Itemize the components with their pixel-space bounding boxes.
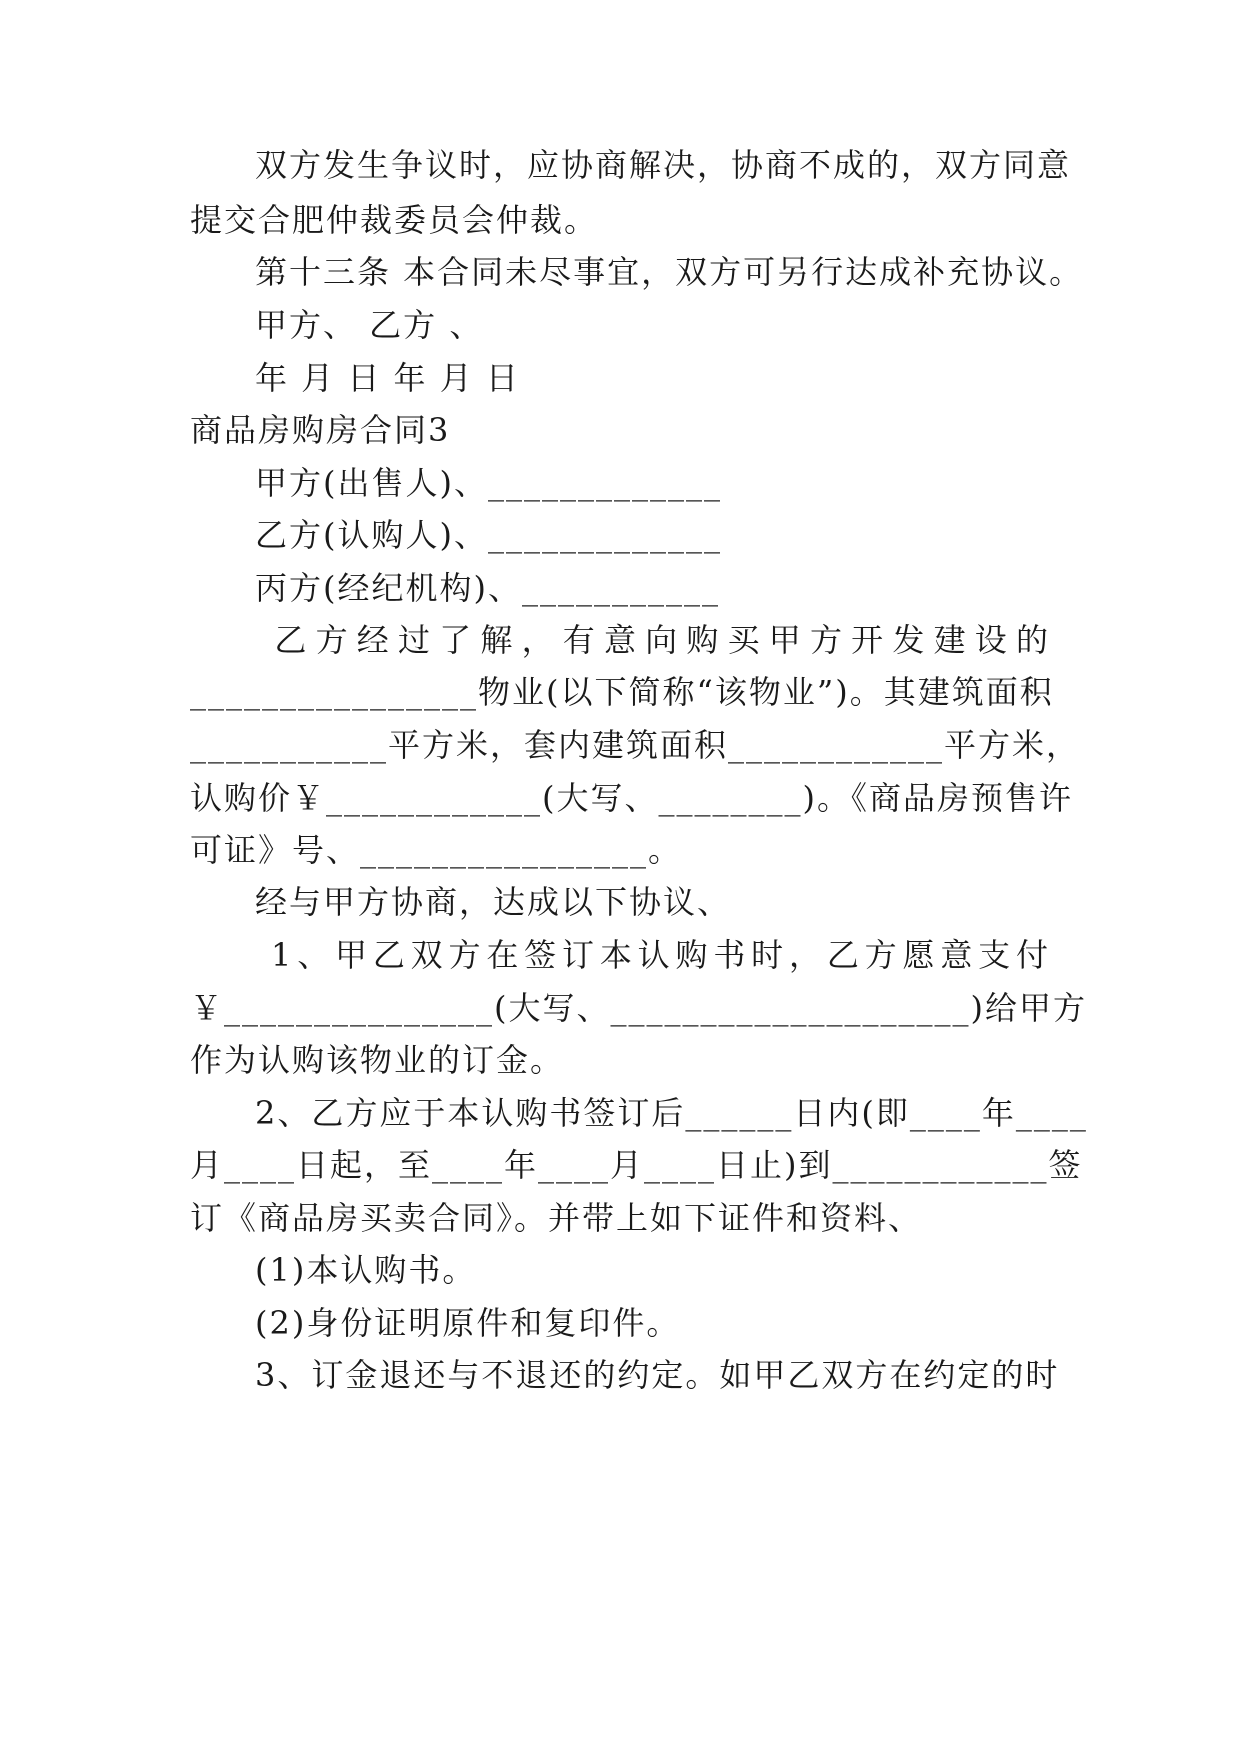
paragraph-line: ￥_______________(大写、____________________)给甲方 — [190, 989, 1087, 1027]
paragraph-line: 订《商品房买卖合同》。并带上如下证件和资料、 — [190, 1199, 923, 1237]
paragraph-line: ________________物业(以下简称“该物业”)。其建筑面积 — [190, 673, 1054, 711]
paragraph-line: 作为认购该物业的订金。 — [190, 1041, 565, 1079]
paragraph-line: 3、订金退还与不退还的约定。如甲乙双方在约定的时 — [255, 1356, 1060, 1394]
signature-line: 甲方、 乙方 、 — [255, 306, 484, 344]
date-line: 年 月 日 年 月 日 — [255, 359, 520, 397]
paragraph-line: 1、甲乙双方在签订本认购书时，乙方愿意支付 — [255, 936, 1050, 974]
party-line: 甲方(出售人)、_____________ — [255, 464, 722, 502]
party-line: 丙方(经纪机构)、___________ — [255, 569, 720, 607]
paragraph-line: 提交合肥仲裁委员会仲裁。 — [190, 201, 599, 239]
section-title: 商品房购房合同3 — [190, 411, 451, 449]
list-item: (1)本认购书。 — [255, 1251, 477, 1289]
list-item: (2)身份证明原件和复印件。 — [255, 1304, 681, 1342]
paragraph-line: 可证》号、________________。 — [190, 831, 683, 869]
paragraph-line: ___________平方米，套内建筑面积____________平方米， — [190, 726, 1081, 764]
paragraph-line: 乙方经过了解，有意向购买甲方开发建设的 — [255, 621, 1050, 659]
paragraph-line: 第十三条 本合同未尽事宜，双方可另行达成补充协议。 — [255, 253, 1084, 291]
paragraph-line: 2、乙方应于本认购书签订后______日内(即____年____ — [255, 1094, 1088, 1132]
paragraph-line: 双方发生争议时，应协商解决，协商不成的，双方同意 — [255, 146, 1072, 184]
paragraph-line: 认购价￥____________(大写、________)。《商品房预售许 — [190, 779, 1073, 817]
paragraph-line: 月____日起，至____年____月____日止)到____________签 — [190, 1146, 1083, 1184]
paragraph-line: 经与甲方协商，达成以下协议、 — [255, 883, 732, 921]
party-line: 乙方(认购人)、_____________ — [255, 516, 722, 554]
